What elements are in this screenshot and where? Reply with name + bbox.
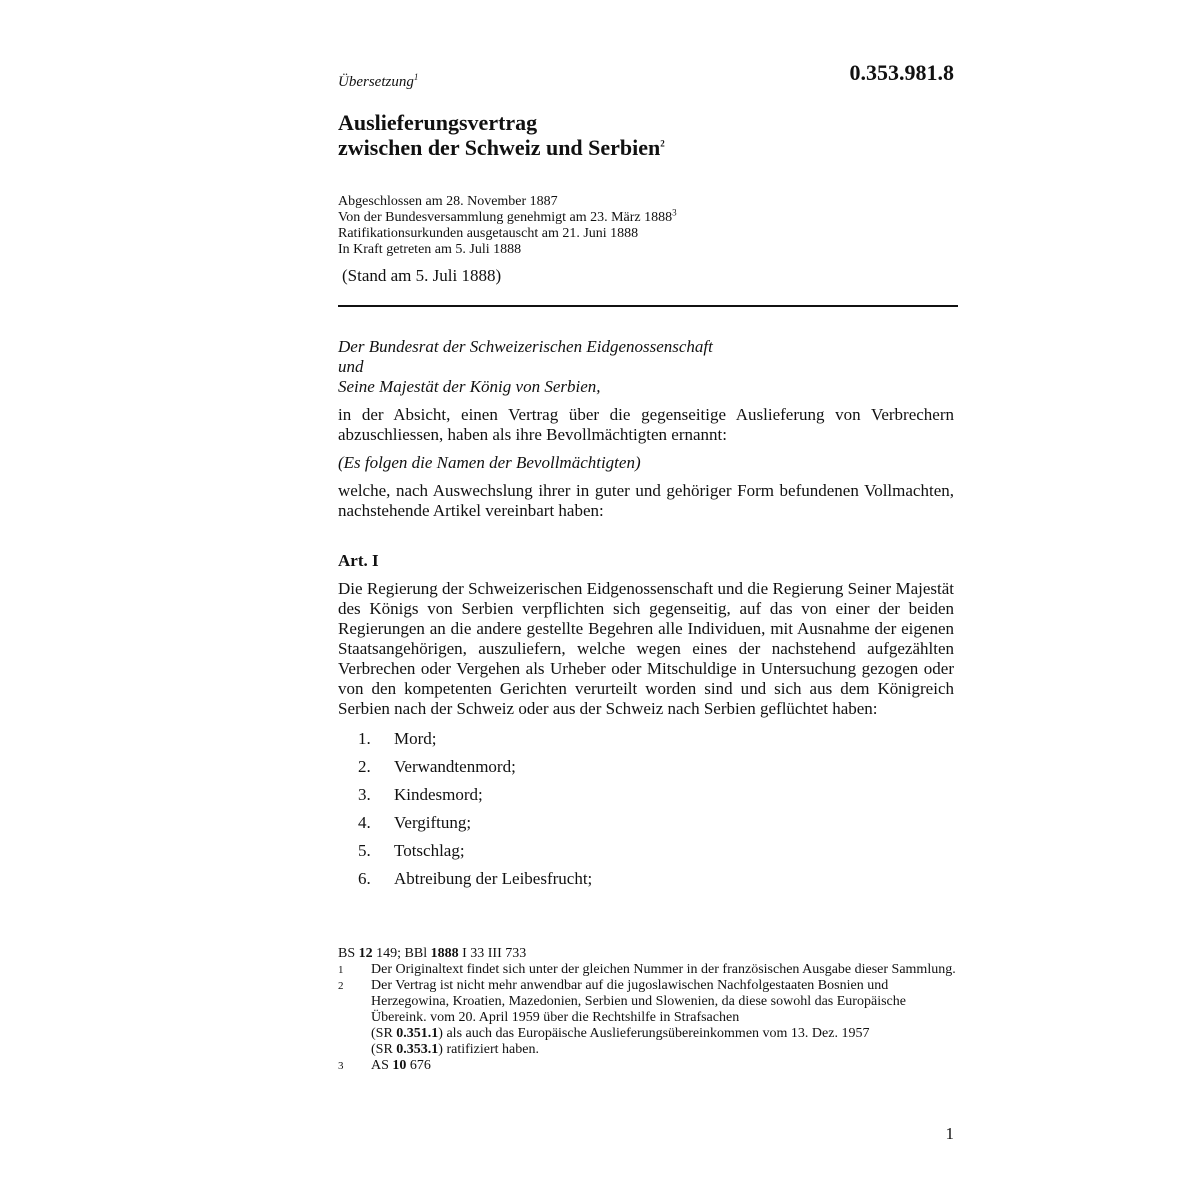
preamble-party-2: Seine Majestät der König von Serbien, <box>338 377 601 396</box>
list-item-text: Verwandtenmord; <box>394 757 516 776</box>
list-item <box>338 725 954 753</box>
translation-text: Übersetzung <box>338 74 414 90</box>
list-item-text: Mord; <box>394 729 437 748</box>
list-item-number: 5. <box>358 841 371 860</box>
footnote-ref-2[interactable]: 2 <box>660 138 665 149</box>
list-item-number: 6. <box>358 869 371 888</box>
preamble-agreed: welche, nach Auswechslung ihrer in guter und gehöriger Form befundenen Vollmachten, nachstehende Artikel vereinbart haben: <box>338 481 954 520</box>
preamble-intent: in der Absicht, einen Vertrag über die gegenseitige Auslieferung von Verbrechern abzuschliessen, haben als ihre Bevollmächtigten ernannt: <box>338 405 954 444</box>
source-bs-volume: 12 <box>358 946 373 961</box>
concluded-date: Abgeschlossen am 28. November 1887 <box>338 194 558 209</box>
footnote-ref-3[interactable]: 3 <box>672 207 677 218</box>
footnote-3-number: 3 <box>338 1060 344 1072</box>
article-1-text: Die Regierung der Schweizerischen Eidgenossenschaft und die Regierung Seiner Majestät des Königs von Serbien verpflichten sich gegenseitig, auf das von einer der beiden Regierungen an die andere gestellte Begehren alle Individuen, mit Ausnahme der eigenen Staatsangehörigen, auszuliefern, welche wegen eines der nachstehend aufgezählten Verbrechen oder Vergehen als Urheber oder Mitschuldige in Untersuchung gezogen oder von den kompetenten Gerichten verurteilt worden sind und sich aus dem Königreich Serbien nach der Schweiz oder aus der Schweiz nach Serbien geflüchtet haben: <box>338 579 954 718</box>
footnotes <box>338 946 958 1074</box>
document-body <box>338 337 954 893</box>
list-item <box>338 809 954 837</box>
preamble-plenipotentiaries: (Es folgen die Namen der Bevollmächtigten) <box>338 453 641 472</box>
status-date: (Stand am 5. Juli 1888) <box>342 266 502 285</box>
footnote-2-number: 2 <box>338 980 344 992</box>
source-suffix: I 33 III 733 <box>462 946 527 961</box>
footnote-2-text-c: ) ratifiziert haben. <box>438 1042 539 1057</box>
preamble-party-1: Der Bundesrat der Schweizerischen Eidgenossenschaft <box>338 337 713 356</box>
list-item <box>338 781 954 809</box>
footnote-2-text-a: Der Vertrag ist nicht mehr anwendbar auf die jugoslawischen Nachfolgestaaten Bosnien und Herzegowina, Kroatien, Mazedonien, Serbien und Slowenien, da diese sowohl das Europäische Übereink. vom 20. April 1959 über die Rechtshilfe in Strafsachen <box>371 978 906 1025</box>
in-force-date: In Kraft getreten am 5. Juli 1888 <box>338 242 522 257</box>
footnote-3-text <box>371 1058 958 1074</box>
article-1-heading: Art. I <box>338 551 379 570</box>
footnote-1-text: Der Originaltext findet sich unter der gleichen Nummer in der französischen Ausgabe dieser Sammlung. <box>371 962 956 977</box>
sr-number: 0.353.981.8 <box>849 60 954 85</box>
list-item-text: Totschlag; <box>394 841 465 860</box>
approved-date: Von der Bundesversammlung genehmigt am 23. März 1888 <box>338 210 673 225</box>
footnote-2-text <box>371 978 958 1058</box>
list-item <box>338 837 954 865</box>
list-item-text: Kindesmord; <box>394 785 483 804</box>
translation-label <box>338 74 418 91</box>
footnote-2 <box>338 978 958 1058</box>
page-number: 1 <box>945 1124 954 1143</box>
footnote-3-prefix: AS <box>371 1058 389 1073</box>
ratification-date: Ratifikationsurkunden ausgetauscht am 21. Juni 1888 <box>338 226 639 241</box>
approved-date-wrap <box>338 207 677 226</box>
title-line-2: zwischen der Schweiz und Serbien <box>338 135 661 160</box>
offence-list <box>338 725 954 893</box>
list-item <box>338 865 954 893</box>
footnote-2-text-b: ) als auch das Europäische Auslieferungsübereinkommen vom 13. Dez. 1957 <box>438 1026 870 1041</box>
footnote-1-number: 1 <box>338 964 344 976</box>
list-item-number: 4. <box>358 813 371 832</box>
list-item-number: 2. <box>358 757 371 776</box>
footnote-3-page: 676 <box>409 1058 431 1073</box>
document-title <box>338 110 665 160</box>
list-item-text: Vergiftung; <box>394 813 472 832</box>
treaty-metadata <box>338 194 677 258</box>
list-item <box>338 753 954 781</box>
footnote-2-sr2: 0.353.1 <box>396 1042 439 1057</box>
footnote-ref-1[interactable]: 1 <box>413 72 419 82</box>
list-item-text: Abtreibung der Leibesfrucht; <box>394 869 593 888</box>
footnote-2-sr1-prefix: (SR <box>371 1026 393 1041</box>
source-bs-label: BS <box>338 946 356 961</box>
footnote-2-sr1: 0.351.1 <box>396 1026 439 1041</box>
list-item-number: 3. <box>358 785 371 804</box>
document-page <box>338 0 958 1200</box>
preamble-and: und <box>338 357 364 376</box>
list-item-number: 1. <box>358 729 371 748</box>
footnote-3 <box>338 1058 958 1074</box>
footnote-2-sr2-prefix: (SR <box>371 1042 393 1057</box>
title-line-2-wrap <box>338 135 665 160</box>
footnote-1 <box>338 962 958 978</box>
source-mid: 149; BBl <box>376 946 428 961</box>
header-divider <box>338 305 958 307</box>
footnote-3-volume: 10 <box>392 1058 407 1073</box>
source-citation <box>338 946 958 962</box>
source-bbl-year: 1888 <box>430 946 459 961</box>
title-line-1: Auslieferungsvertrag <box>338 110 538 135</box>
